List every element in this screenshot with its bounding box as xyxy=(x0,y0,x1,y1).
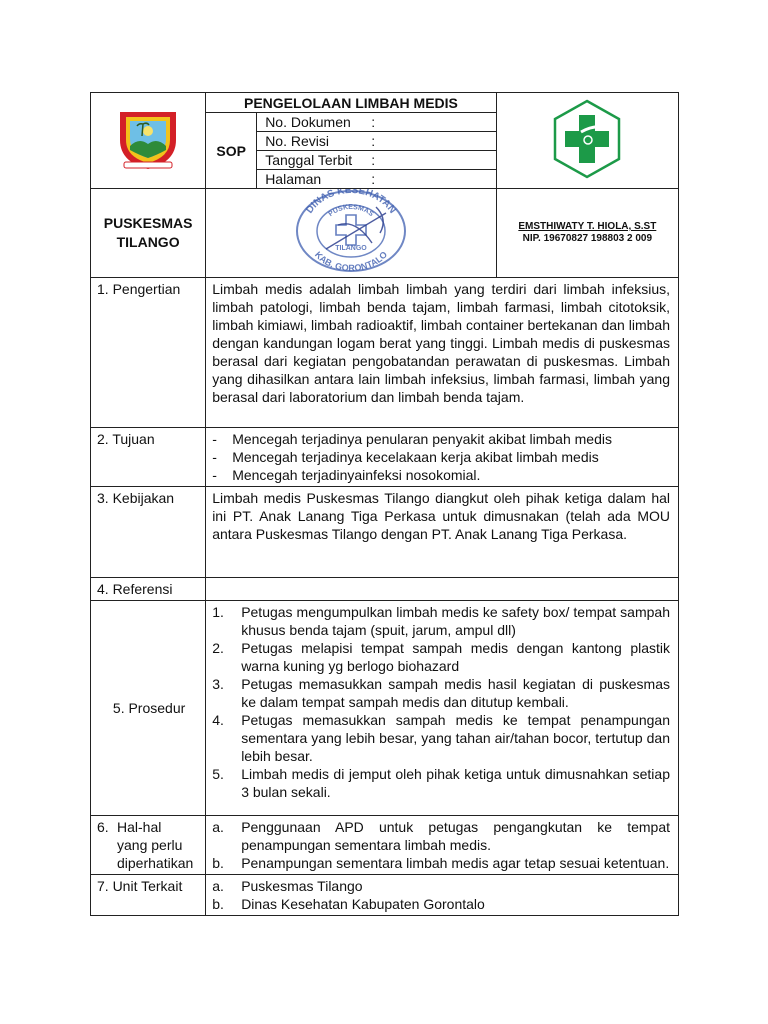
tujuan-list xyxy=(212,430,670,484)
sop-fields xyxy=(257,113,495,188)
signer-name: EMSTHIWATY T. HIOLA, S.ST xyxy=(518,221,657,232)
list-item: a. Penggunaan APD untuk petugas pengangkutan ke tempat penampungan sementara limbah medis. xyxy=(212,819,670,853)
text-referensi xyxy=(206,578,679,601)
list-item: 4. Petugas memasukkan sampah medis ke tempat penampungan sementara yang lebih besar, yang tahan air/tahan bocor, tertutup dan lebih besar. xyxy=(212,712,670,764)
svg-text:DINAS KESEHATAN xyxy=(304,189,398,219)
puskesmas-logo-cell xyxy=(496,93,678,189)
list-item: a. Puskesmas Tilango xyxy=(212,878,363,894)
prosedur-list xyxy=(212,603,670,801)
label-unit-terkait: 7. Unit Terkait xyxy=(91,875,206,916)
section-hal-hal xyxy=(91,816,679,875)
list-item: - Mencegah terjadinya kecelakaan kerja akibat limbah medis xyxy=(212,449,599,465)
text-pengertian: Limbah medis adalah limbah limbah yang terdiri dari limbah infeksius, limbah patologi, limbah benda tajam, limbah farmasi, limbah citotoksik, limbah kimiawi, limbah radioaktif, limbah container bertekanan dan limbah dengan kandungan logam berat yang tinggi. Limbah medis di puskesmas berasal dari kegiatan pengobatandan perawatan di puskesmas. Limbah yang dihasilkan antara lain limbah infeksius, limbah farmasi, limbah yang berasal dari laboratorium dan limbah benda tajam. xyxy=(206,278,679,428)
document-title: PENGELOLAAN LIMBAH MEDIS xyxy=(206,93,495,113)
stamp-ring-bottom: KAB. GORONTALO xyxy=(312,249,390,273)
sop-table xyxy=(90,92,679,916)
org-name-cell xyxy=(91,189,206,278)
list-item: 3. Petugas memasukkan sampah medis hasil kegiatan di puskesmas ke dalam tempat sampah medis dan ditutup kembali. xyxy=(212,676,670,710)
sop-document xyxy=(90,92,679,916)
list-item: b. Penampungan sementara limbah medis agar tetap sesuai ketentuan. xyxy=(212,855,670,871)
list-item: 5. Limbah medis di jemput oleh pihak ketiga untuk dimusnahkan setiap 3 bulan sekali. xyxy=(212,766,670,800)
org-name-line1: PUSKESMAS xyxy=(103,215,193,231)
field-tanggal-terbit: Tanggal Terbit : xyxy=(257,151,495,170)
list-item: 2. Petugas melapisi tempat sampah medis dengan kantong plastik warna kuning yg berlogo biohazard xyxy=(212,640,670,674)
stamp-inner-top: PUSKESMAS xyxy=(327,203,375,219)
unit-list xyxy=(212,877,670,913)
label-referensi: 4. Referensi xyxy=(91,578,206,601)
section-referensi xyxy=(91,578,679,601)
official-stamp xyxy=(276,189,426,273)
stamp-cell xyxy=(206,189,496,278)
label-kebijakan: 3. Kebijakan xyxy=(91,487,206,578)
org-name-line2: TILANGO xyxy=(116,234,180,250)
stamp-ring-top: DINAS KESEHATAN xyxy=(304,189,398,216)
label-pengertian: 1. Pengertian xyxy=(91,278,206,428)
section-prosedur xyxy=(91,601,679,816)
sop-label: SOP xyxy=(206,113,257,188)
list-item: 1. Petugas mengumpulkan limbah medis ke safety box/ tempat sampah khusus benda tajam (spuit, jarum, ampul dll) xyxy=(212,604,670,638)
section-tujuan xyxy=(91,428,679,487)
label-prosedur: 5. Prosedur xyxy=(91,601,206,816)
label-hal-hal: 6. Hal-hal yang perlu diperhatikan xyxy=(91,816,206,875)
signer-cell xyxy=(496,189,678,278)
section-kebijakan xyxy=(91,487,679,578)
label-tujuan: 2. Tujuan xyxy=(91,428,206,487)
text-kebijakan: Limbah medis Puskesmas Tilango diangkut oleh pihak ketiga dalam hal ini PT. Anak Lanang Tiga Perkasa untuk dimusnakan (telah ada MOU antara Puskesmas Tilango dengan PT. Anak Lanang Tiga Perkasa. xyxy=(206,487,679,578)
svg-text:KAB. GORONTALO xyxy=(313,249,389,273)
field-halaman: Halaman : xyxy=(265,171,376,187)
signer-nip: NIP. 19670827 198803 2 009 xyxy=(522,233,653,244)
regency-logo-cell xyxy=(91,93,206,189)
field-no-dokumen: No. Dokumen : xyxy=(257,113,495,132)
list-item: b. Dinas Kesehatan Kabupaten Gorontalo xyxy=(212,896,485,912)
svg-text:PUSKESMAS xyxy=(327,204,374,218)
regency-shield-logo xyxy=(112,106,184,172)
list-item: - Mencegah terjadinyainfeksi nosokomial. xyxy=(212,467,481,483)
list-item: - Mencegah terjadinya penularan penyakit akibat limbah medis xyxy=(212,431,612,447)
hal-list xyxy=(212,818,670,872)
puskesmas-cross-logo xyxy=(551,98,623,180)
section-pengertian xyxy=(91,278,679,428)
stamp-inner-bottom: TILANGO xyxy=(335,245,367,252)
header-center xyxy=(206,93,496,189)
section-unit-terkait xyxy=(91,875,679,916)
field-no-revisi: No. Revisi : xyxy=(257,132,495,151)
